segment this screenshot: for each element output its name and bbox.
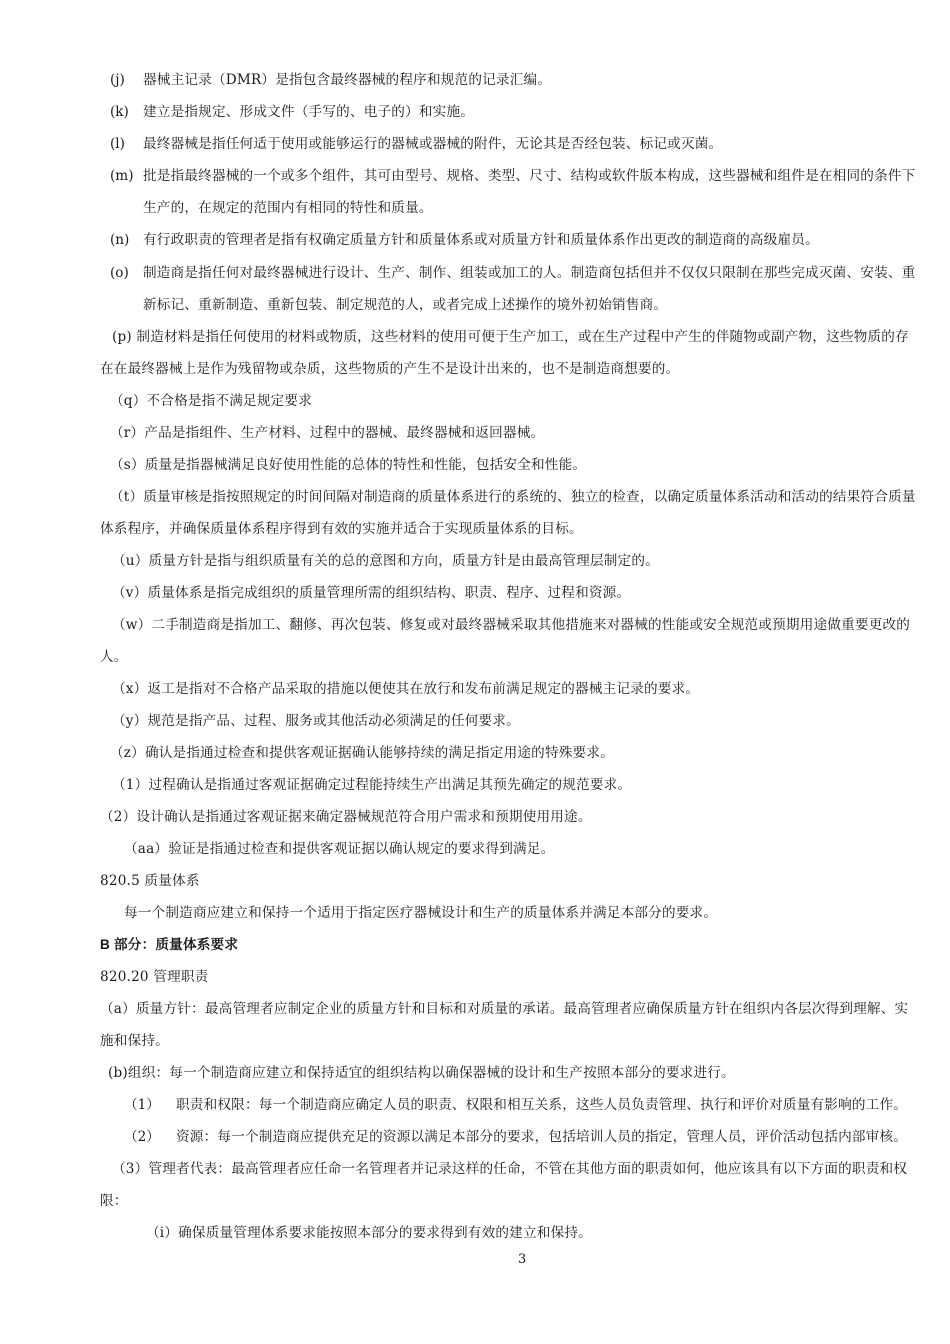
item-tag-l: (l) [110, 136, 125, 152]
definition-rework: （x）返工是指对不合格产品采取的措施以便使其在放行和发布前满足规定的器械主记录的要求。 [112, 681, 700, 697]
definition-nonconformity: （q）不合格是指不满足规定要求 [110, 393, 313, 409]
definition-establish: 建立是指规定、形成文件（手写的、电子的）和实施。 [143, 104, 475, 120]
definition-quality-audit-line1: （t）质量审核是指按照规定的时间间隔对制造商的质量体系进行的系统的、独立的检查，以确定质量体系活动和活动的结果符合质量 [110, 489, 916, 505]
section-heading-820-5: 820.5 质量体系 [100, 873, 200, 889]
organization-clause: (b)组织：每一个制造商应建立和保持适宜的组织结构以确保器械的设计和生产按照本部分的要求进行。 [108, 1065, 735, 1081]
responsibility-authority-clause: 职责和权限：每一个制造商应确定人员的职责、权限和相互关系，这些人员负责管理、执行和评价对质量有影响的工作。 [176, 1097, 908, 1113]
definition-manufacturer-line2: 新标记、重新制造、重新包装、制定规范的人，或者完成上述操作的境外初始销售商。 [143, 297, 668, 313]
definition-finished-device: 最终器械是指任何适于使用或能够运行的器械或器械的附件，无论其是否经包装、标记或灭菌。 [143, 136, 723, 152]
definition-specification: （y）规范是指产品、过程、服务或其他活动必须满足的任何要求。 [112, 713, 520, 729]
definition-quality-system: （v）质量体系是指完成组织的质量管理所需的组织结构、职责、程序、过程和资源。 [112, 585, 631, 601]
item-tag-2: （2） [124, 1129, 160, 1145]
management-representative-line2: 限： [100, 1193, 128, 1209]
definition-manufacturing-material-line2: 在在最终器械上是作为残留物或杂质，这些物质的产生不是设计出来的，也不是制造商想要的。 [100, 361, 680, 377]
management-representative-line1: （3）管理者代表：最高管理者应任命一名管理者并记录这样的任命，不管在其他方面的职责如何，他应该具有以下方面的职责和权 [112, 1161, 908, 1177]
page-number: 3 [518, 1252, 527, 1267]
definition-management: 有行政职责的管理者是指有权确定质量方针和质量体系或对质量方针和质量体系作出更改的制造商的高级雇员。 [143, 232, 819, 248]
management-representative-duty-i: （i）确保质量管理体系要求能按照本部分的要求得到有效的建立和保持。 [146, 1225, 592, 1241]
item-tag-o: (o) [110, 265, 129, 281]
item-tag-n: (n) [110, 232, 130, 248]
definition-design-validation: （2）设计确认是指通过客观证据来确定器械规范符合用户需求和预期使用用途。 [100, 809, 592, 825]
definition-remanufacturer-line1: （w）二手制造商是指加工、翻修、再次包装、修复或对最终器械采取其他措施来对器械的性能或安全规范或预期用途做重要更改的 [112, 617, 911, 633]
definition-manufacturing-material-line1: (p) 制造材料是指任何使用的材料或物质，这些材料的使用可便于生产加工，或在生产过程中产生的伴随物或副产物，这些物质的存 [112, 329, 909, 345]
definition-lot-line1: 批是指最终器械的一个或多个组件，其可由型号、规格、类型、尺寸、结构或软件版本构成，这些器械和组件是在相同的条件下 [143, 168, 916, 184]
definition-verification: （aa）验证是指通过检查和提供客观证据以确认规定的要求得到满足。 [124, 841, 555, 857]
item-tag-m: (m) [110, 168, 134, 184]
quality-policy-clause-line1: （a）质量方针：最高管理者应制定企业的质量方针和目标和对质量的承诺。最高管理者应确保质量方针在组织内各层次得到理解、实 [100, 1001, 909, 1017]
item-tag-1: （1） [124, 1097, 160, 1113]
part-b-heading: B 部分：质量体系要求 [100, 937, 239, 952]
item-tag-k: (k) [110, 104, 129, 120]
quality-policy-clause-line2: 施和保持。 [100, 1033, 169, 1049]
section-heading-820-20: 820.20 管理职责 [100, 969, 209, 985]
definition-validation: （z）确认是指通过检查和提供客观证据确认能够持续的满足指定用途的特殊要求。 [110, 745, 614, 761]
definition-remanufacturer-line2: 人。 [100, 649, 128, 665]
item-tag-j: (j) [110, 72, 125, 88]
section-820-5-body: 每一个制造商应建立和保持一个适用于指定医疗器械设计和生产的质量体系并满足本部分的要求。 [124, 905, 718, 921]
definition-lot-line2: 生产的，在规定的范围内有相同的特性和质量。 [143, 200, 433, 216]
definition-quality-audit-line2: 体系程序，并确保质量体系程序得到有效的实施并适合于实现质量体系的目标。 [100, 521, 583, 537]
definition-dmr: 器械主记录（DMR）是指包含最终器械的程序和规范的记录汇编。 [143, 72, 552, 88]
resources-clause: 资源：每一个制造商应提供充足的资源以满足本部分的要求，包括培训人员的指定，管理人员，评价活动包括内部审核。 [176, 1129, 908, 1145]
definition-quality-policy: （u）质量方针是指与组织质量有关的总的意图和方向，质量方针是由最高管理层制定的。 [112, 553, 659, 569]
definition-quality: （s）质量是指器械满足良好使用性能的总体的特性和性能，包括安全和性能。 [110, 457, 587, 473]
definition-manufacturer-line1: 制造商是指任何对最终器械进行设计、生产、制作、组装或加工的人。制造商包括但并不仅仅只限制在那些完成灭菌、安装、重 [143, 265, 916, 281]
definition-product: （r）产品是指组件、生产材料、过程中的器械、最终器械和返回器械。 [110, 425, 545, 441]
definition-process-validation: （1）过程确认是指通过客观证据确定过程能持续生产出满足其预先确定的规范要求。 [112, 777, 632, 793]
